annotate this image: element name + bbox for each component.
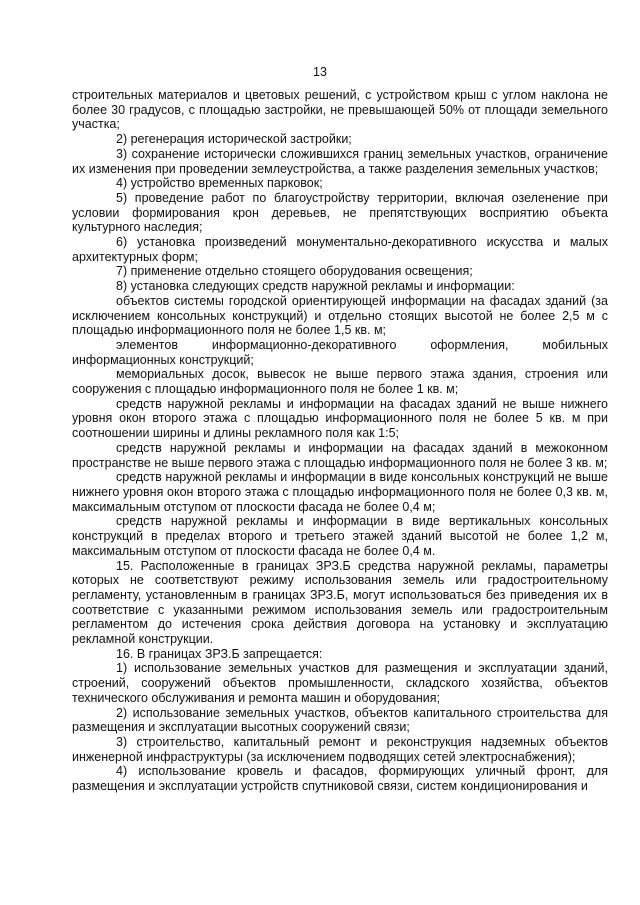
paragraph: 2) регенерация исторической застройки; bbox=[116, 132, 352, 147]
paragraph: 7) применение отдельно стоящего оборудования освещения; bbox=[116, 264, 473, 279]
paragraph: элементов информационно-декоративного оформления, мобильных информационных конструкций; bbox=[72, 337, 608, 367]
paragraph: 6) установка произведений монументально-декоративного искусства и малых архитектурных форм; bbox=[72, 235, 608, 264]
paragraph: средств наружной рекламы и информации на фасадах зданий не выше нижнего уровня окон второго этажа с площадью информационного поля не более 5 кв. м при соотношении ширины и длины рекламного поля как 1:5; bbox=[72, 396, 608, 441]
paragraph: 16. В границах ЗРЗ.Б запрещается: bbox=[116, 646, 323, 661]
paragraph: 8) установка следующих средств наружной рекламы и информации: bbox=[116, 279, 515, 294]
paragraph: 3) сохранение исторически сложившихся границ земельных участков, ограничение их изменения при проведении землеустройства, а также разделения земельных участков; bbox=[72, 146, 608, 176]
paragraph: 5) проведение работ по благоустройству территории, включая озеленение при условии формирования крон деревьев, не препятствующих восприятию объекта культурного наследия; bbox=[72, 190, 608, 235]
document-body bbox=[72, 88, 608, 794]
paragraph: 2) использование земельных участков, объектов капитального строительства для размещения и эксплуатации высотных сооружений связи; bbox=[72, 705, 608, 735]
paragraph: средств наружной рекламы и информации в виде вертикальных консольных конструкций в пределах второго и третьего этажей зданий высотой не более 1,2 м, максимальным отступом от плоскости фасада не более 0,4 м. bbox=[72, 514, 608, 558]
paragraph: 3) строительство, капитальный ремонт и реконструкция надземных объектов инженерной инфраструктуры (за исключением подводящих сетей электроснабжения); bbox=[72, 734, 608, 764]
page-number: 13 bbox=[313, 65, 327, 79]
paragraph: 4) устройство временных парковок; bbox=[116, 176, 323, 191]
paragraph: объектов системы городской ориентирующей информации на фасадах зданий (за исключением консольных конструкций) и отдельно стоящих высотой не более 2,5 м с площадью информационного поля не более 1,5 кв. м; bbox=[72, 293, 608, 338]
paragraph: 1) использование земельных участков для размещения и эксплуатации зданий, строений, сооружений объектов промышленности, складского хозяйства, объектов технического обслуживания и ремонта машин и оборудования; bbox=[72, 661, 608, 705]
paragraph: 15. Расположенные в границах ЗРЗ.Б средства наружной рекламы, параметры которых не соответствуют режиму использования земель или градостроительному регламенту, установленным в границах ЗРЗ.Б, могут использоваться без приведения их в соответствие с указанными режимом использования земель или градостроительным регламентом до истечения срока действия договора на установку и эксплуатацию рекламной конструкции. bbox=[72, 558, 608, 647]
paragraph: 4) использование кровель и фасадов, формирующих уличный фронт, для размещения и эксплуатации устройств спутниковой связи, систем кондиционирования и bbox=[72, 764, 608, 794]
paragraph: строительных материалов и цветовых решений, с устройством крыш с углом наклона не более 30 градусов, с площадью застройки, не превышающей 50% от площади земельного участка; bbox=[72, 88, 608, 132]
paragraph: средств наружной рекламы и информации на фасадах зданий в межоконном пространстве не выше первого этажа с площадью информационного поля не более 3 кв. м; bbox=[72, 440, 608, 470]
paragraph: мемориальных досок, вывесок не выше первого этажа здания, строения или сооружения с площадью информационного поля не более 1 кв. м; bbox=[72, 367, 608, 397]
paragraph: средств наружной рекламы и информации в виде консольных конструкций не выше нижнего уровня окон второго этажа с площадью информационного поля не более 0,3 кв. м, максимальным отступом от плоскости фасада не более 0,4 м; bbox=[72, 470, 608, 514]
